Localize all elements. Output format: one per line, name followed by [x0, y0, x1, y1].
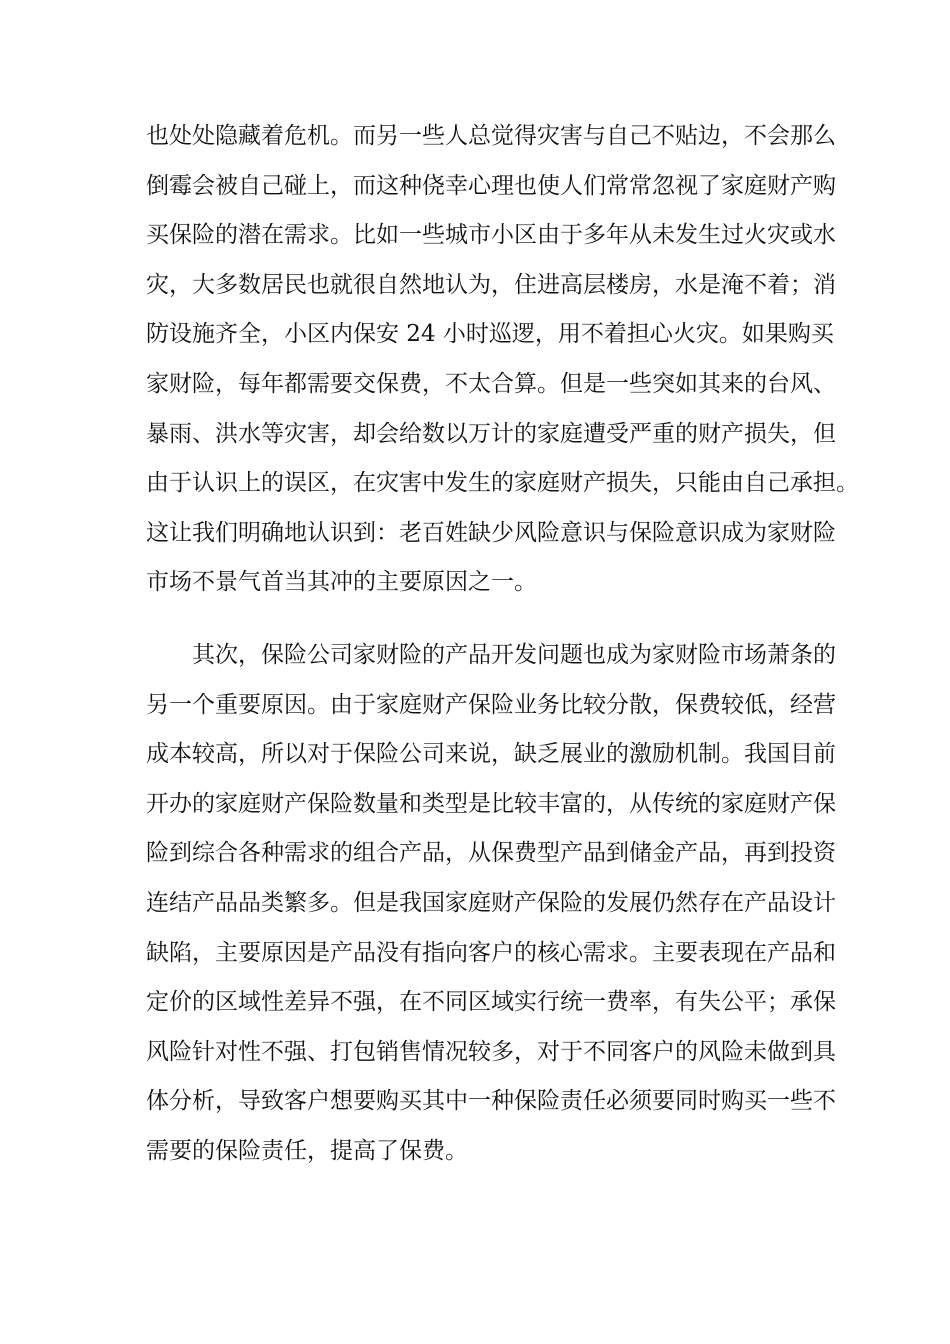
text-line: 买保险的潜在需求。比如一些城市小区由于多年从未发生过火灾或水 [146, 222, 836, 249]
text-line: 成本较高，所以对于保险公司来说，缺乏展业的激励机制。我国目前 [146, 741, 836, 768]
text-line: 风险针对性不强、打包销售情况较多，对于不同客户的风险未做到具 [146, 1038, 836, 1065]
text-line: 也处处隐藏着危机。而另一些人总觉得灾害与自己不贴边，不会那么 [146, 123, 836, 149]
text-line: 连结产品品类繁多。但是我国家庭财产保险的发展仍然存在产品设计 [146, 889, 836, 916]
text-line: 这让我们明确地认识到：老百姓缺少风险意识与保险意识成为家财险 [146, 519, 836, 546]
text-line: 由于认识上的误区，在灾害中发生的家庭财产损失，只能由自己承担。 [146, 470, 859, 497]
text-line: 灾，大多数居民也就很自然地认为，住进高层楼房，水是淹不着；消 [146, 271, 836, 298]
text-line: 缺陷，主要原因是产品没有指向客户的核心需求。主要表现在产品和 [146, 939, 836, 966]
text-line: 险到综合各种需求的组合产品，从保费型产品到储金产品，再到投资 [146, 840, 836, 867]
text-line: 定价的区域性差异不强，在不同区域实行统一费率，有失公平；承保 [146, 989, 836, 1016]
text-line: 体分析，导致客户想要购买其中一种保险责任必须要同时购买一些不 [146, 1088, 836, 1115]
text-line: 其次，保险公司家财险的产品开发问题也成为家财险市场萧条的 [146, 642, 836, 668]
text-line: 家财险，每年都需要交保费，不太合算。但是一些突如其来的台风、 [146, 370, 836, 397]
paragraph-risk-awareness [146, 112, 859, 608]
text-line: 倒霉会被自己碰上，而这种侥幸心理也使人们常常忽视了家庭财产购 [146, 172, 836, 199]
text-line: 另一个重要原因。由于家庭财产保险业务比较分散，保费较低，经营 [146, 691, 836, 718]
text-line: 防设施齐全，小区内保安 24 小时巡逻，用不着担心火灾。如果购买 [146, 321, 834, 348]
text-line: 暴雨、洪水等灾害，却会给数以万计的家庭遭受严重的财产损失，但 [146, 420, 836, 447]
paragraph-product-development [146, 631, 836, 1177]
text-line: 需要的保险责任，提高了保费。 [146, 1137, 468, 1164]
text-line: 开办的家庭财产保险数量和类型是比较丰富的，从传统的家庭财产保 [146, 790, 836, 817]
text-line: 市场不景气首当其冲的主要原因之一。 [146, 569, 537, 596]
